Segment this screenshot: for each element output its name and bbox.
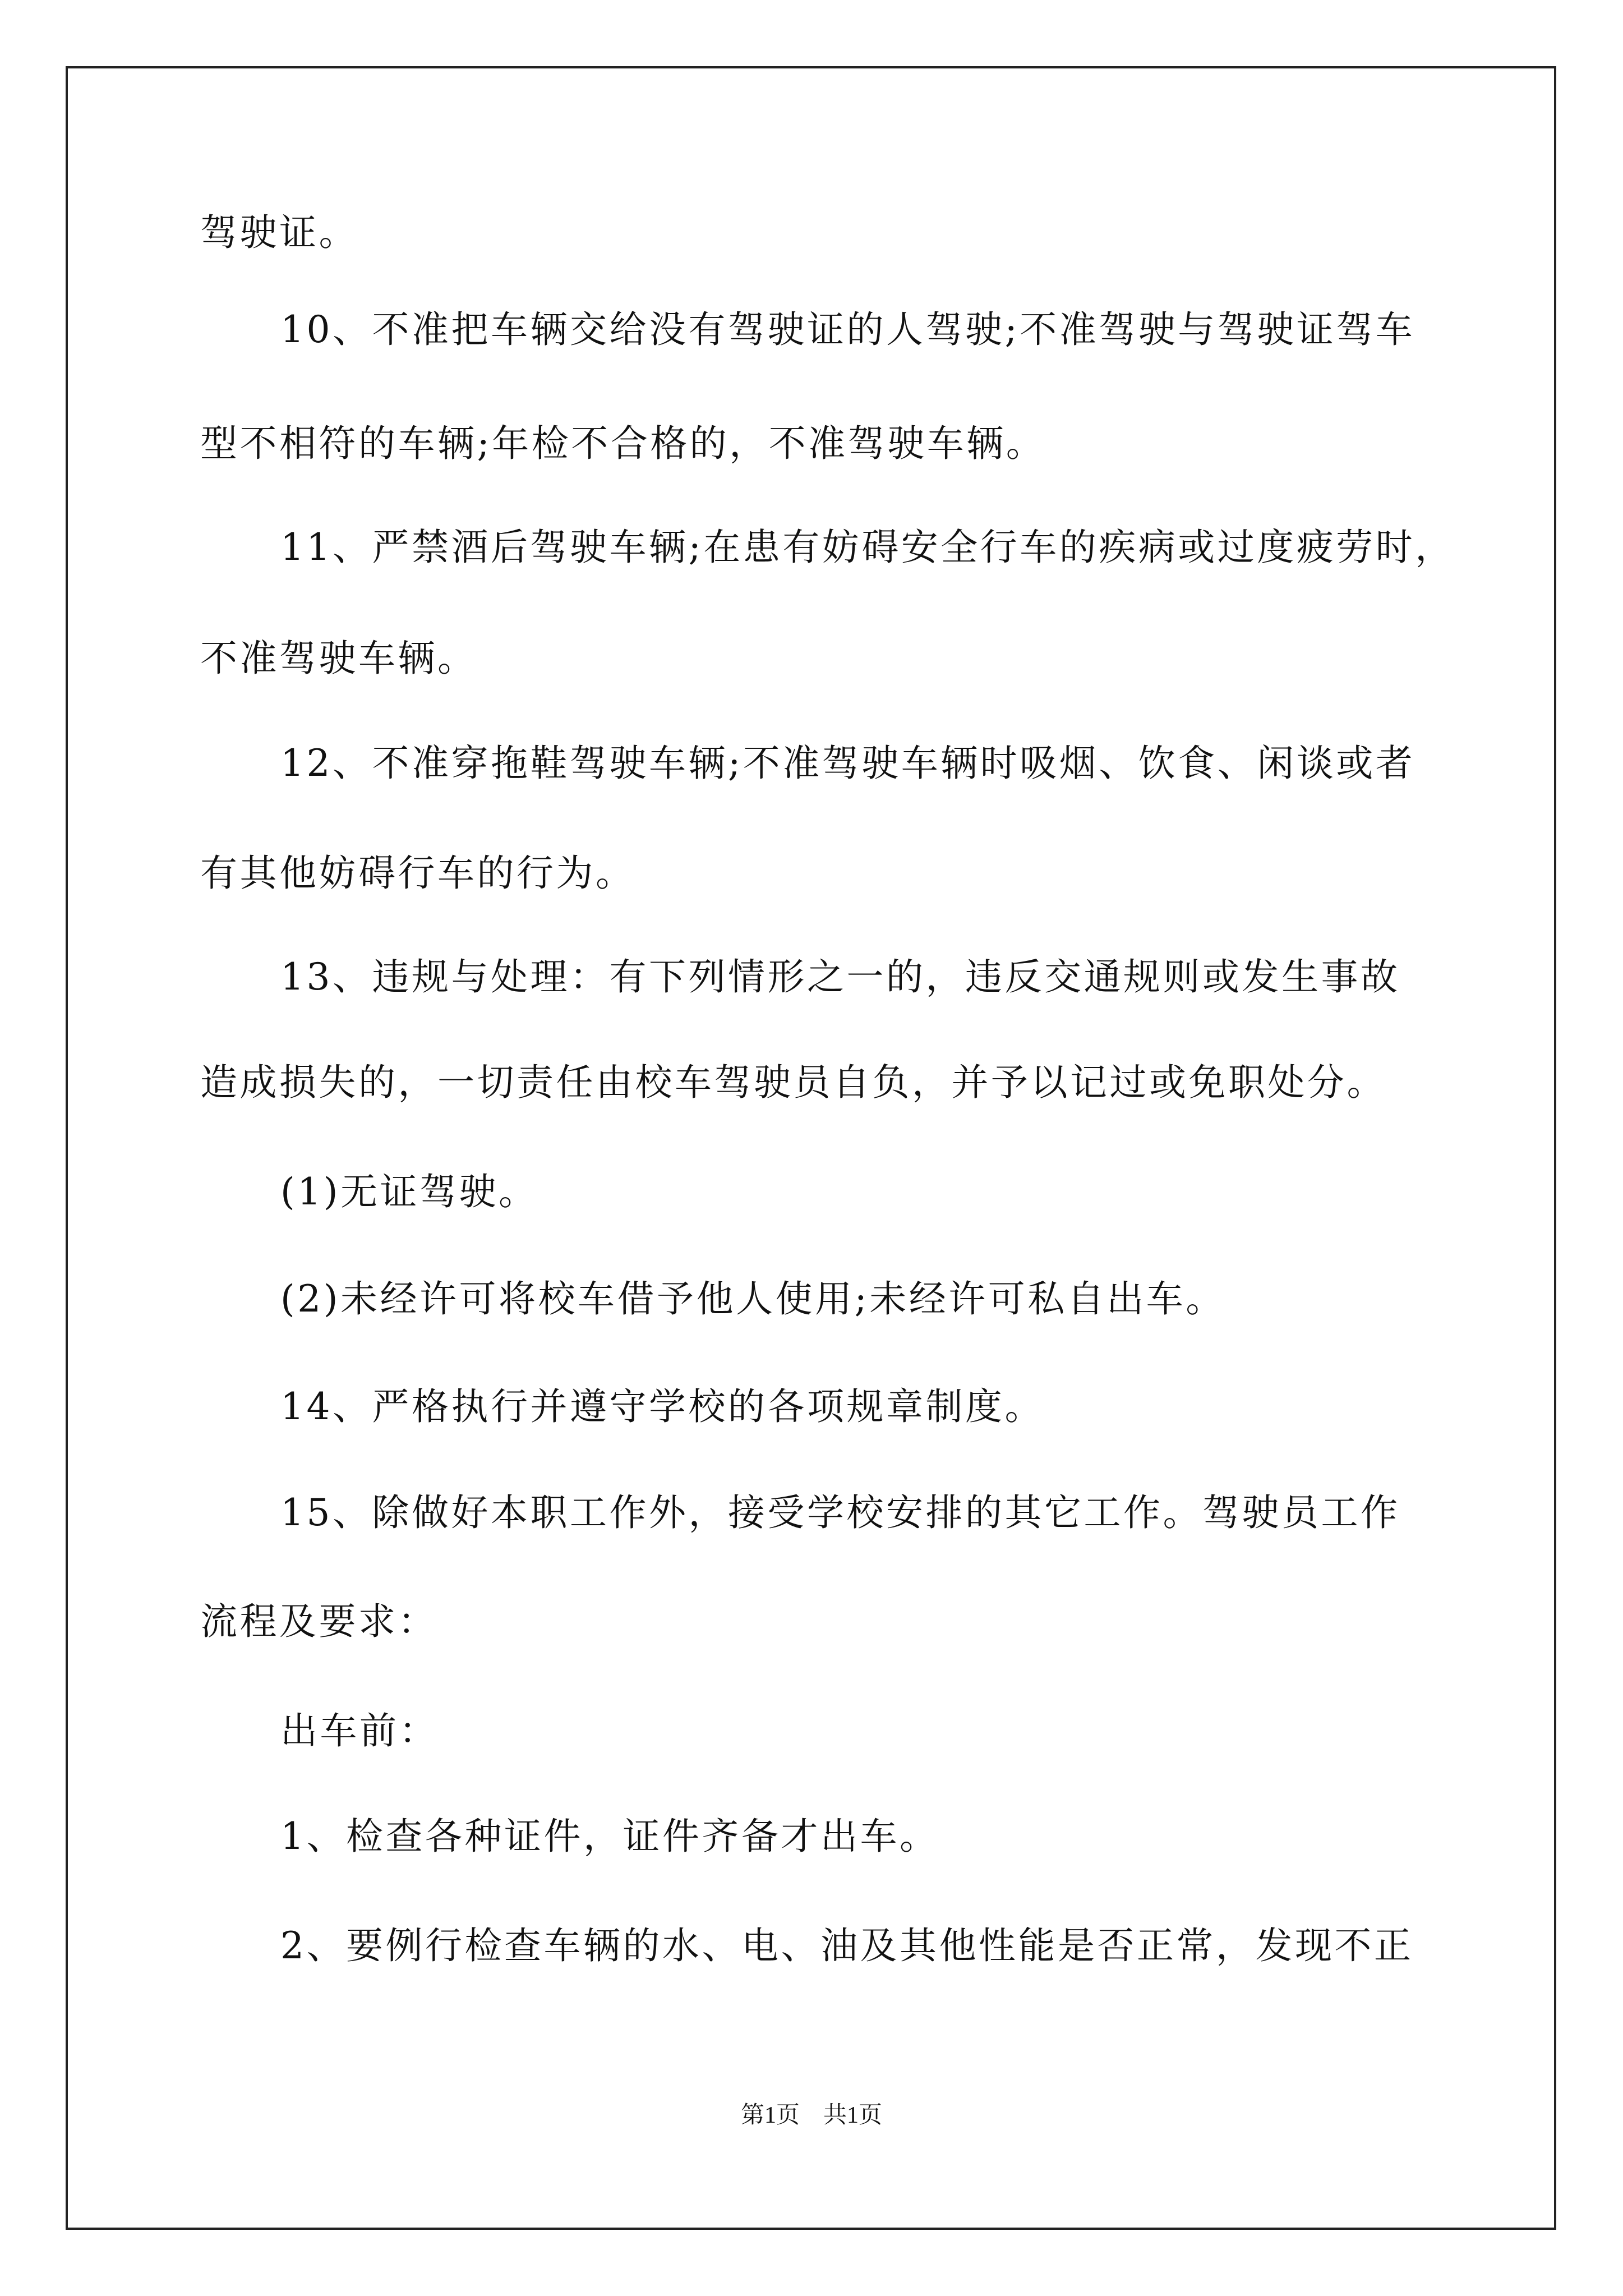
text-line-item-13: 13、违规与处理：有下列情形之一的，违反交通规则或发生事故 xyxy=(280,955,1400,999)
text-line-item-13-cont: 造成损失的，一切责任由校车驾驶员自负，并予以记过或免职处分。 xyxy=(200,1061,1386,1104)
text-line-item-10-cont: 型不相符的车辆;年检不合格的，不准驾驶车辆。 xyxy=(200,422,1046,465)
text-line-item-14: 14、严格执行并遵守学校的各项规章制度。 xyxy=(280,1385,1044,1428)
text-line-item-11: 11、严禁酒后驾驶车辆;在患有妨碍安全行车的疾病或过度疲劳时， xyxy=(280,526,1455,569)
text-line-step-2: 2、要例行检查车辆的水、电、油及其他性能是否正常，发现不正 xyxy=(280,1924,1414,1967)
text-line-item-11-cont: 不准驾驶车辆。 xyxy=(200,637,477,680)
text-line-section-heading: 出车前： xyxy=(280,1709,439,1752)
text-line-item-12: 12、不准穿拖鞋驾驶车辆;不准驾驶车辆时吸烟、饮食、闲谈或者 xyxy=(280,742,1415,785)
text-line-subitem-2: (2)未经许可将校车借予他人使用;未经许可私自出车。 xyxy=(280,1277,1225,1320)
text-line-item-15: 15、除做好本职工作外，接受学校安排的其它工作。驾驶员工作 xyxy=(280,1491,1400,1534)
page-border xyxy=(66,66,1556,2230)
text-line-item-15-cont: 流程及要求： xyxy=(200,1600,437,1643)
text-line-subitem-1: (1)无证驾驶。 xyxy=(280,1170,538,1213)
text-line-continuation: 驾驶证。 xyxy=(200,211,358,254)
text-line-step-1: 1、检查各种证件，证件齐备才出车。 xyxy=(280,1815,939,1858)
page-number-footer: 第1页 共1页 xyxy=(740,2102,882,2128)
text-line-item-10: 10、不准把车辆交给没有驾驶证的人驾驶;不准驾驶与驾驶证驾车 xyxy=(280,308,1415,351)
text-line-item-12-cont: 有其他妨碍行车的行为。 xyxy=(200,852,635,895)
